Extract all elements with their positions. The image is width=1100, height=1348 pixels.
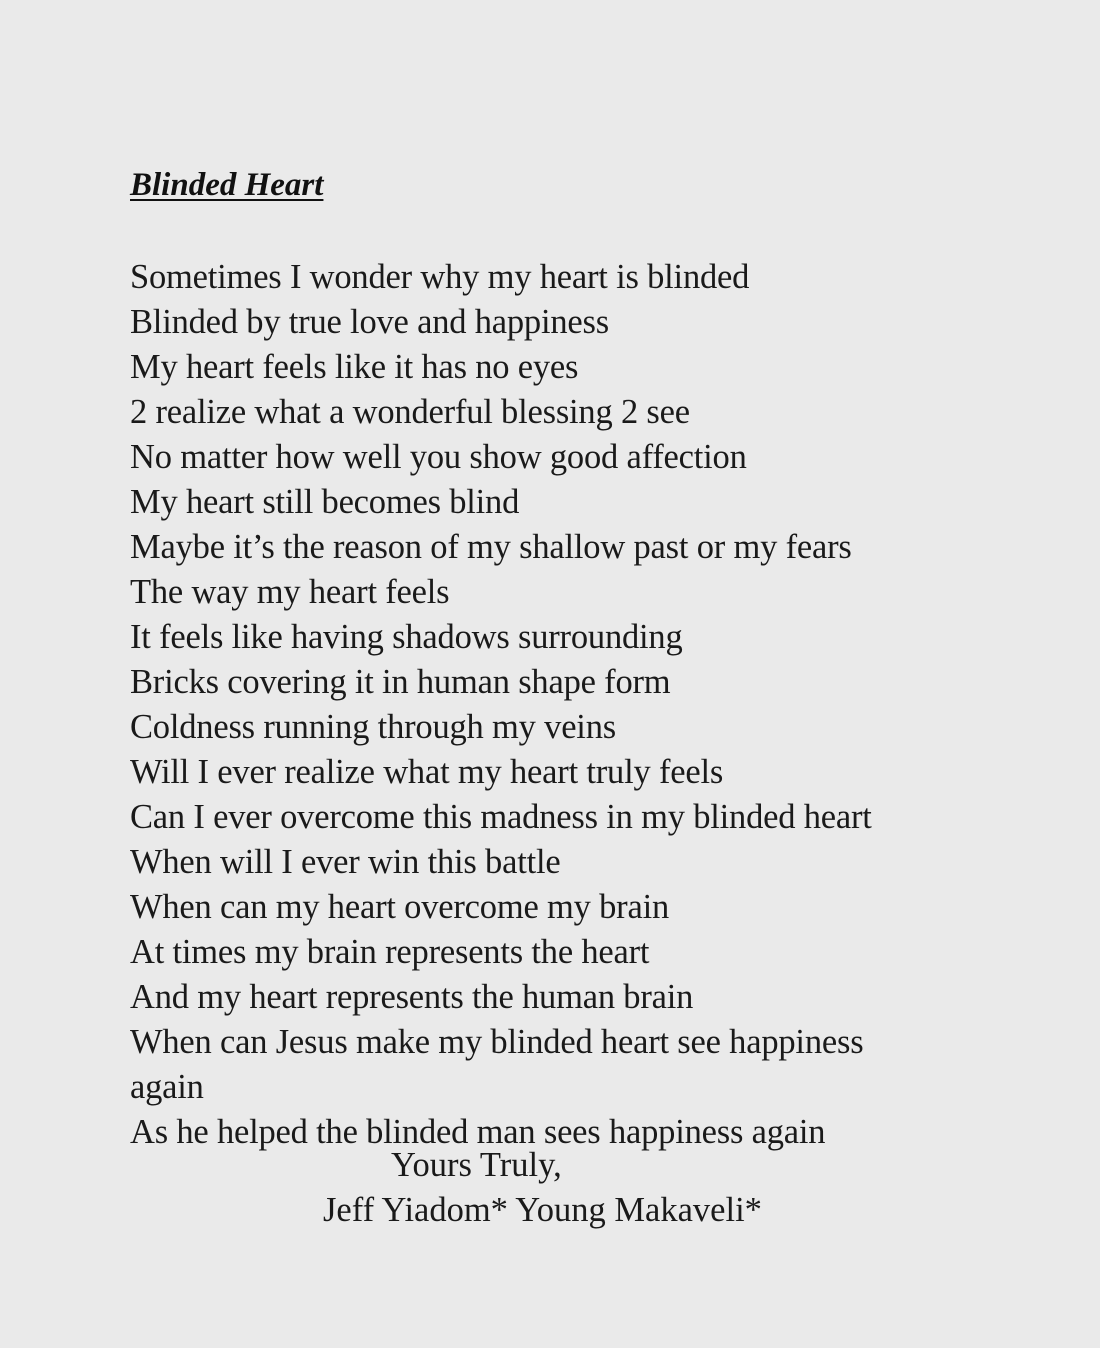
poem-line: At times my brain represents the heart bbox=[130, 933, 650, 971]
poem-line: My heart feels like it has no eyes bbox=[130, 348, 579, 386]
poem-line: 2 realize what a wonderful blessing 2 see bbox=[130, 393, 690, 431]
poem-line: It feels like having shadows surrounding bbox=[130, 618, 683, 656]
poem-body bbox=[130, 255, 1030, 1155]
poem-line: No matter how well you show good affection bbox=[130, 438, 747, 476]
poem-line: Will I ever realize what my heart truly feels bbox=[130, 753, 724, 791]
poem-line: As he helped the blinded man sees happiness again bbox=[130, 1113, 826, 1151]
poem-page bbox=[130, 160, 1030, 1171]
poem-line: When can Jesus make my blinded heart see happiness bbox=[130, 1023, 864, 1061]
poem-line: Blinded by true love and happiness bbox=[130, 303, 609, 341]
poem-line: Can I ever overcome this madness in my blinded heart bbox=[130, 798, 872, 836]
poem-title: Blinded Heart bbox=[130, 167, 324, 203]
poem-line: My heart still becomes blind bbox=[130, 483, 520, 521]
poem-line: Maybe it’s the reason of my shallow past or my fears bbox=[130, 528, 852, 566]
poem-line: The way my heart feels bbox=[130, 573, 450, 611]
author-signature: Jeff Yiadom* Young Makaveli* bbox=[323, 1191, 762, 1229]
poem-line: Coldness running through my veins bbox=[130, 708, 616, 746]
poem-line: again bbox=[130, 1068, 204, 1106]
poem-line: And my heart represents the human brain bbox=[130, 978, 694, 1016]
poem-line: Bricks covering it in human shape form bbox=[130, 663, 671, 701]
closing-signoff: Yours Truly, bbox=[391, 1146, 562, 1184]
poem-line: Sometimes I wonder why my heart is blinded bbox=[130, 258, 750, 296]
poem-line: When can my heart overcome my brain bbox=[130, 888, 670, 926]
poem-line: When will I ever win this battle bbox=[130, 843, 561, 881]
